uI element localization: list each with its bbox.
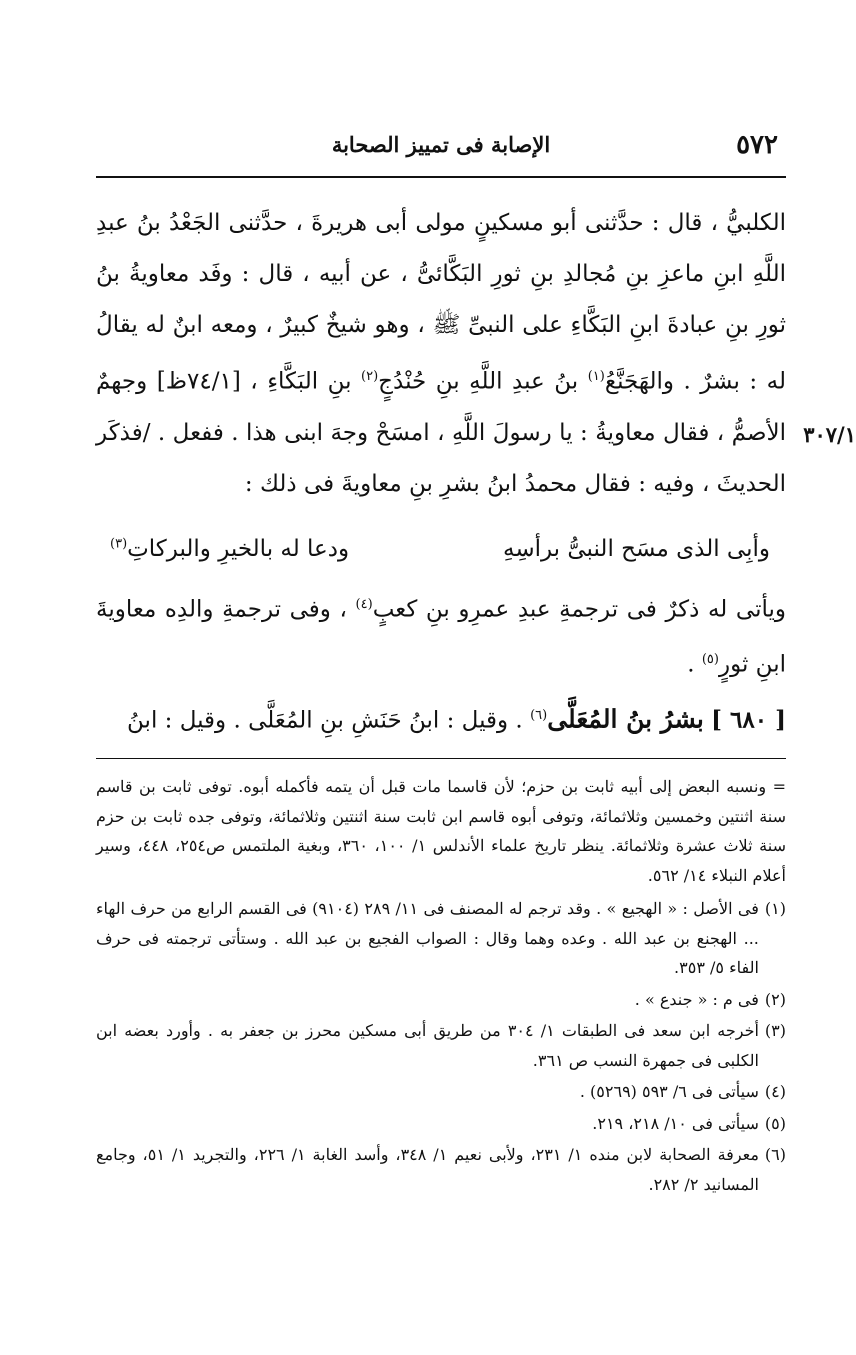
main-text-part-2: بنُ عبدِ اللَّهِ بنِ حُنْدُجٍ	[378, 368, 579, 395]
footnote-text: سيأتى فى ١٠/ ٢١٨، ٢١٩.	[592, 1113, 759, 1133]
footnote-number: (١)	[764, 899, 786, 918]
footnote-marker-4: (٤)	[355, 597, 373, 612]
footnote-text: سيأتى فى ٦/ ٥٩٣ (٥٢٦٩) .	[579, 1082, 759, 1101]
footnote-marker-1: (١)	[587, 369, 605, 384]
footnotes	[96, 772, 786, 1201]
page-number: ٥٧٢	[736, 130, 778, 160]
footnote-text: فى الأصل : « الهجيع » . وقد ترجم له المصنف فى ١١/ ٢٨٩ (٩١٠٤) فى القسم الرابع من حرف الهاء ... الهجنع بن عبد الله . وعده وهما وقال : الصواب الفجيع بن عبد الله . وستأتى ترجمته فى حرف الفاء ٥/ ٣٥٣.	[96, 899, 759, 977]
entry-number: [ ٦٨٠ ]	[711, 706, 786, 734]
footnote-item	[96, 1109, 786, 1139]
footnote-marker-2: (٢)	[361, 369, 379, 384]
footnote-text: أخرجه ابن سعد فى الطبقات ١/ ٣٠٤ من طريق أبى مسكين محرز بن جعفر به . وأورد بعضه ابن الكلبى فى جمهرة النسب ص ٣٦١.	[96, 1021, 759, 1070]
main-text	[96, 198, 786, 510]
footnote-marker-6: (٦)	[530, 708, 548, 723]
footnote-item	[96, 985, 786, 1015]
footnote-number: (٣)	[764, 1021, 786, 1040]
footnote-item	[96, 1077, 786, 1107]
footnote-text: فى م : « جندع » .	[634, 989, 759, 1009]
footnote-number: (٦)	[764, 1145, 786, 1164]
footnote-continuation: = ونسبه البعض إلى أبيه ثابت بن حزم؛ لأن قاسما مات قبل أن يتمه فأكمله أبوه. توفى ثابت بن قاسم سنة اثنتين وخمسين وثلاثمائة، وتوفى أبوه قاسم ابن ثابت سنة اثنتين وثلاثمائة، وتوفى جده ثابت بن حزم سنة ثلاث عشرة وثلاثمائة. ينظر تاريخ علماء الأندلس ١/ ١٠٠، ٣٦٠، وبغية الملتمس ص٢٥٤، ٤٤٨، وسير أعلام النبلاء ١٤/ ٥٦٢.	[96, 777, 786, 885]
after-verse-part-1: ويأتى له ذكرٌ فى ترجمةِ عبدِ عمرِو بنِ كعبٍ	[372, 596, 786, 623]
book-title: الإصابة فى تمييز الصحابة	[331, 132, 551, 157]
page-header	[96, 118, 786, 174]
main-text-part-1: الكلبيُّ ، قال : حدَّثنى أبو مسكينٍ مولى أبى هريرةَ ، حدَّثنى الجَعْدُ بنُ عبدِ اللَّهِ ابنِ ماعزِ بنِ مُجالدِ بنِ ثورِ البَكَّائىُّ ، عن أبيه ، قال : وفَد معاويةُ بنُ ثورِ بنِ عبادةَ ابنِ البَكَّاءِ على النبىِّ ﷺ ، وهو شيخٌ كبيرٌ ، ومعه ابنٌ له يقالُ له : بشرٌ . والهَجَنَّعُ	[96, 210, 787, 395]
footnote-divider	[96, 758, 786, 759]
verse-hemistich-2-text: ودعا له بالخيرِ والبركاتِ	[127, 536, 350, 562]
footnote-marker-5: (٥)	[701, 651, 719, 667]
footnote-item	[96, 894, 786, 983]
poetry-verse	[110, 528, 770, 580]
after-verse-part-2: ، وفى ترجمةِ والدِه معاويةَ ابنِ ثورٍ	[96, 596, 786, 678]
footnote-item	[96, 1140, 786, 1199]
footnote-text: معرفة الصحابة لابن منده ١/ ٢٣١، ولأبى نعيم ١/ ٣٤٨، وأسد الغابة ١/ ٢٢٦، والتجريد ١/ ٥١، وجامع المسانيد ٢/ ٢٨٢.	[96, 1145, 759, 1194]
verse-hemistich-2	[110, 536, 349, 562]
main-text-part-3: بنِ البَكَّاءِ ، [٧٤/١ظ] وجهمٌ الأصمُّ ، فقال معاويةُ : يا رسولَ اللَّهِ ، امسَحْ وجهَ ابنى هذا . ففعل . /فذكَر الحديثَ ، وفيه : فقال محمدُ ابنُ بشرِ بنِ معاويةَ فى ذلك :	[96, 368, 786, 497]
verse-hemistich-1: وأبِى الذى مسَح النبىُّ برأسِهِ	[502, 536, 770, 562]
main-paragraph	[96, 198, 786, 510]
entry-text: . وقيل : ابنُ حَنَشِ بنِ المُعَلَّى . وقيل : ابنُ	[127, 707, 523, 734]
margin-reference: ٣٠٧/١	[803, 422, 856, 447]
after-verse-text	[96, 580, 786, 689]
footnote-number: (٥)	[764, 1113, 786, 1133]
footnote-number: (٤)	[764, 1082, 786, 1101]
entry-name: بشرُ بنُ المُعَلَّى	[547, 704, 704, 734]
biography-entry-heading	[96, 690, 786, 742]
after-verse-paragraph	[96, 580, 786, 689]
header-divider	[96, 176, 786, 178]
after-verse-part-3: .	[687, 651, 695, 678]
footnote-marker-3: (٣)	[110, 536, 128, 552]
footnote-item	[96, 1016, 786, 1075]
footnote-list	[96, 894, 786, 1199]
footnote-number: (٢)	[764, 989, 786, 1009]
